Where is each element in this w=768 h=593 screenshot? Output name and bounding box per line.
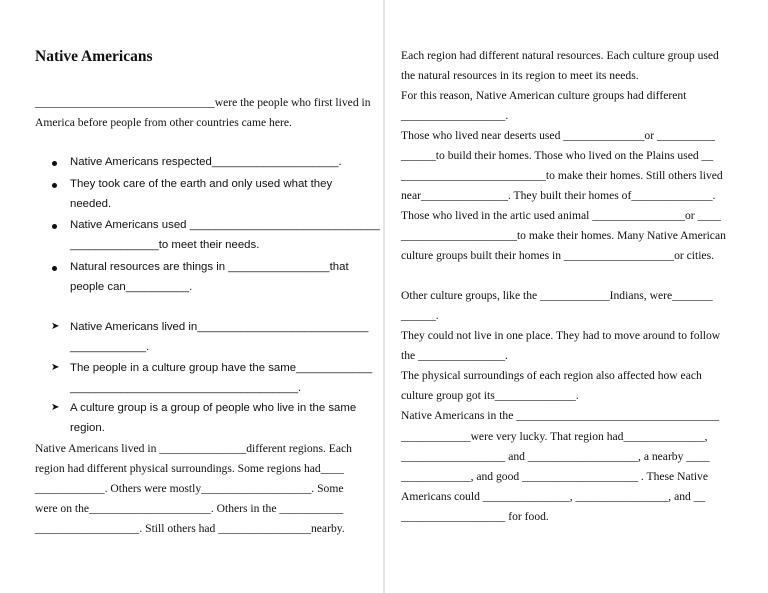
text-line: ____________. Others were mostly___________________. Some bbox=[35, 482, 344, 495]
text-line: ______________to meet their needs. bbox=[70, 239, 260, 251]
text-line: They took care of the earth and only used what they bbox=[70, 178, 333, 190]
right-page bbox=[385, 0, 768, 593]
text-line: Native Americans lived in___________________________ bbox=[70, 321, 369, 333]
text-line: Each region had different natural resources. Each culture group used bbox=[401, 49, 719, 62]
text-line: For this reason, Native American culture groups had different bbox=[401, 89, 687, 102]
arrow-bullet-icon: ➤ bbox=[51, 362, 60, 373]
text-line: _________________________to make their homes. Still others lived bbox=[401, 169, 723, 182]
text-line: culture group got its______________. bbox=[401, 389, 579, 402]
text-line: near_______________. They built their homes of______________. bbox=[401, 189, 716, 202]
text-line: Natural resources are things in ________________that bbox=[70, 261, 349, 273]
page-title: Native Americans bbox=[35, 48, 153, 65]
text-line: Those who lived in the artic used animal ________________or ____ bbox=[401, 209, 721, 222]
text-line: ____________, and good ____________________ . These Native bbox=[401, 470, 708, 483]
text-line: A culture group is a group of people who live in the same bbox=[70, 402, 357, 414]
text-line: ______. bbox=[401, 309, 439, 322]
bullet-icon bbox=[52, 161, 57, 166]
arrow-bullet-icon: ➤ bbox=[51, 402, 60, 413]
text-line: __________________. bbox=[401, 109, 509, 122]
bullet-icon bbox=[52, 224, 57, 229]
text-line: needed. bbox=[70, 198, 112, 210]
text-line: Native Americans lived in _______________different regions. Each bbox=[35, 442, 352, 455]
text-line: ____________________________________. bbox=[70, 382, 302, 394]
text-line: ____________________to make their homes. Many Native American bbox=[401, 229, 726, 242]
text-line: Americans could _______________, ________________, and __ bbox=[401, 490, 706, 503]
text-line: region. bbox=[70, 422, 105, 434]
text-line: __________________. Still others had ________________nearby. bbox=[35, 522, 345, 535]
text-line: __________________ and ___________________, a nearby ____ bbox=[401, 450, 710, 463]
text-line: culture groups built their homes in ___________________or cities. bbox=[401, 249, 714, 262]
text-line: Native Americans in the ___________________________________ bbox=[401, 409, 720, 422]
text-line: the natural resources in its region to meet its needs. bbox=[401, 69, 639, 82]
text-line: region had different physical surroundings. Some regions had____ bbox=[35, 462, 344, 475]
text-line: America before people from other countries came here. bbox=[35, 116, 292, 129]
bullet-icon bbox=[52, 266, 57, 271]
left-page bbox=[0, 0, 383, 593]
text-line: The people in a culture group have the same____________ bbox=[70, 362, 373, 374]
text-line: ____________were very lucky. That region had______________, bbox=[401, 430, 708, 443]
text-line: They could not live in one place. They had to move around to follow bbox=[401, 329, 721, 342]
bullet-icon bbox=[52, 183, 57, 188]
text-line: Native Americans respected____________________. bbox=[70, 156, 342, 168]
text-line: _______________________________were the people who first lived in bbox=[35, 96, 371, 109]
arrow-bullet-icon: ➤ bbox=[51, 321, 60, 332]
text-line: ______to build their homes. Those who lived on the Plains used __ bbox=[401, 149, 714, 162]
text-line: Other culture groups, like the ____________Indians, were_______ bbox=[401, 289, 713, 302]
text-line: Native Americans used ______________________________ bbox=[70, 219, 380, 231]
text-line: Those who lived near deserts used ______________or __________ bbox=[401, 129, 715, 142]
text-line: people can__________. bbox=[70, 281, 193, 293]
text-line: __________________ for food. bbox=[401, 510, 549, 523]
text-line: the _______________. bbox=[401, 349, 508, 362]
text-line: The physical surroundings of each region also affected how each bbox=[401, 369, 702, 382]
text-line: ____________. bbox=[70, 341, 150, 353]
text-line: were on the_____________________. Others in the ___________ bbox=[35, 502, 344, 515]
